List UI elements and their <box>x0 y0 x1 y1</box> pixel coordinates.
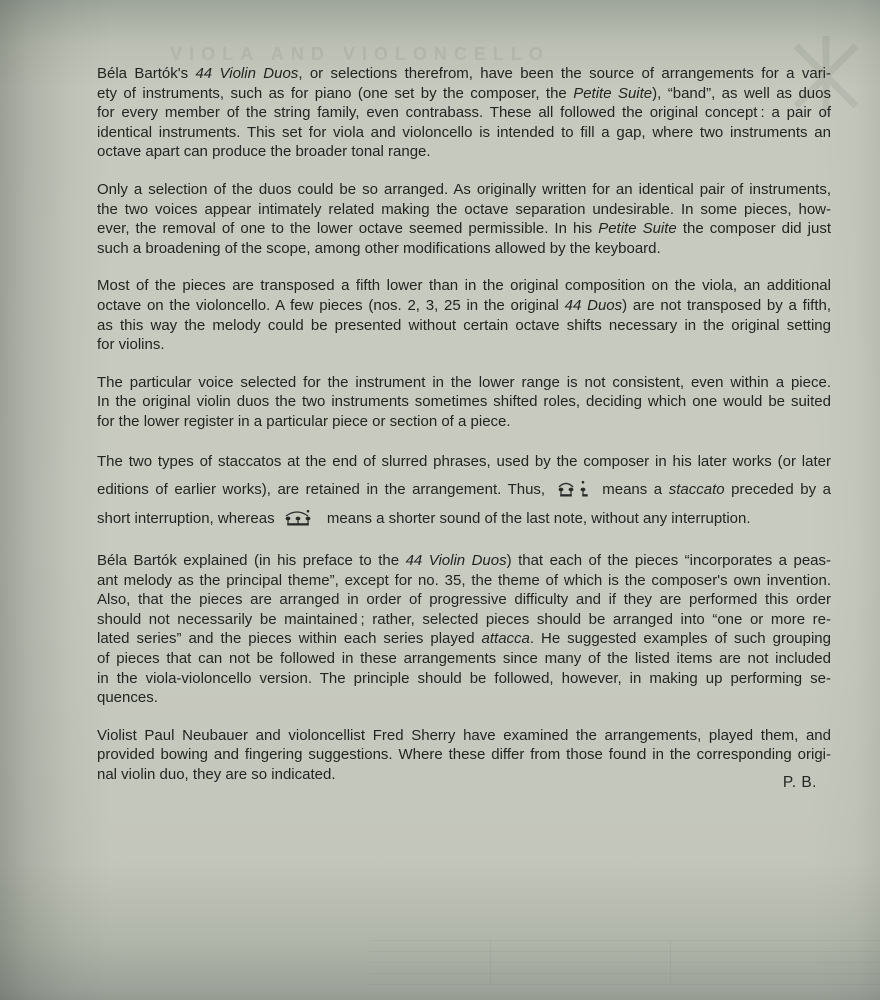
text-line <box>97 590 831 610</box>
text-line <box>97 180 831 200</box>
text: short interruption, whereas <box>97 509 279 527</box>
text: identical instruments. This set for viola and violoncello is intended to fill a gap, where two instruments an <box>97 123 831 141</box>
text-line <box>97 103 831 123</box>
text-line <box>97 649 831 669</box>
text: should not necessarily be maintained ; rather, selected pieces should be arranged into “one or more re- <box>97 610 831 628</box>
text-line <box>97 726 831 746</box>
text-line <box>97 239 831 259</box>
text: as this way the melody could be presented without certain octave shifts necessary in the original setting <box>97 316 831 334</box>
text-line <box>97 200 831 220</box>
paragraph <box>97 448 831 534</box>
italic-text: Petite Suite <box>573 84 653 102</box>
text: nal violin duo, they are so indicated. <box>97 765 336 783</box>
text: means a shorter sound of the last note, without any interruption. <box>322 509 751 527</box>
text: such a broadening of the scope, among other modifications allowed by the keyboard. <box>97 239 661 257</box>
ghost-music-staff <box>370 940 880 985</box>
text: Béla Bartók explained (in his preface to the <box>97 552 406 569</box>
text-line <box>97 373 831 393</box>
text: octave on the violoncello. A few pieces (nos. 2, 3, 25 in the original <box>97 296 565 314</box>
text-line <box>97 64 831 84</box>
paragraph <box>97 64 831 162</box>
text: in the viola-violoncello version. The principle should be followed, however, in making up performing se- <box>97 669 831 687</box>
text-line <box>97 745 831 765</box>
text: lated series” and the pieces within each series played <box>97 630 482 648</box>
text-line <box>97 276 831 296</box>
sym-staccato-no-interruption-icon <box>282 507 320 527</box>
italic-text: Petite Suite <box>598 220 677 238</box>
text-line <box>97 219 831 239</box>
text: means a <box>595 481 669 498</box>
text-line <box>97 610 831 630</box>
text-line <box>97 551 831 571</box>
text: editions of earlier works), are retained in the arrangement. Thus, <box>97 481 552 498</box>
text: preceded by a <box>724 481 831 498</box>
italic-text: 44 Violin Duos <box>195 65 299 82</box>
text: ) are not transposed by a fifth, <box>622 296 831 314</box>
paragraph <box>97 373 831 432</box>
text: for the lower register in a particular piece or section of a piece. <box>97 412 511 430</box>
text: Béla Bartók's <box>97 65 196 82</box>
text: ), “band”, as well as duos <box>652 84 831 102</box>
text: In the original violin duos the two instruments sometimes shifted roles, deciding which one would be suited <box>97 393 831 411</box>
text: quences. <box>97 689 158 707</box>
text: . He suggested examples of such grouping <box>529 630 831 648</box>
text: the two voices appear intimately related making the octave separation undesirable. In some pieces, how- <box>97 200 831 218</box>
text: for violins. <box>97 336 165 354</box>
preface-text <box>97 64 831 803</box>
italic-text: staccato <box>668 481 725 498</box>
ghost-barline <box>490 940 491 985</box>
text: Also, that the pieces are arranged in order of progressive difficulty and if they are performed this order <box>97 591 831 609</box>
text-line <box>97 142 831 162</box>
text: provided bowing and fingering suggestions. Where these differ from those found in the corresponding origi- <box>97 746 831 764</box>
paragraph <box>97 180 831 258</box>
text-line <box>97 505 831 534</box>
text: , or selections therefrom, have been the source of arrangements for a vari- <box>298 65 832 82</box>
text-line <box>97 84 831 104</box>
text-line <box>97 571 831 591</box>
text: ever, the removal of one to the lower octave seemed permissible. In his <box>97 220 599 238</box>
text-line <box>97 392 831 412</box>
text: octave apart can produce the broader tonal range. <box>97 143 431 161</box>
text-line <box>97 316 831 336</box>
italic-text: 44 Violin Duos <box>405 552 507 569</box>
text: ety of instruments, such as for piano (one set by the composer, the <box>97 84 574 102</box>
text: The two types of staccatos at the end of slurred phrases, used by the composer in his later works (or later <box>97 452 831 470</box>
text: Most of the pieces are transposed a fifth lower than in the original composition on the viola, an additional <box>97 277 831 295</box>
text-line <box>97 688 831 708</box>
text-line <box>97 448 831 477</box>
paragraph <box>97 551 831 708</box>
text: Violist Paul Neubauer and violoncellist Fred Sherry have examined the arrangements, played them, and <box>97 726 831 744</box>
text: of pieces that can not be followed in these arrangements since many of the listed items are not included <box>97 649 831 667</box>
text: ant melody as the principal theme”, except for no. 35, the theme of which is the composer's own invention. <box>97 571 831 589</box>
text-line <box>97 669 831 689</box>
text: The particular voice selected for the instrument in the lower range is not consistent, even within a piece. <box>97 373 831 391</box>
text: Only a selection of the duos could be so arranged. As originally written for an identical pair of instruments, <box>97 180 831 198</box>
italic-text: 44 Duos <box>564 296 623 314</box>
text-line <box>97 476 831 505</box>
text-line <box>97 629 831 649</box>
text-line <box>97 412 831 432</box>
text: the composer did just <box>676 220 831 238</box>
ghost-bleedthrough-title: VIOLA AND VIOLONCELLO <box>170 44 550 64</box>
sym-staccato-after-interruption-icon <box>555 478 593 498</box>
italic-text: attacca <box>481 630 530 648</box>
text-line <box>97 123 831 143</box>
text: ) that each of the pieces “incorporates a peas- <box>506 552 832 569</box>
author-initials: P. B. <box>782 774 817 791</box>
text-line <box>97 335 831 355</box>
paragraph <box>97 276 831 354</box>
text: for every member of the string family, even contrabass. These all followed the original concept : a pair of <box>97 104 831 122</box>
text-line <box>97 296 831 316</box>
ghost-barline <box>670 940 671 985</box>
